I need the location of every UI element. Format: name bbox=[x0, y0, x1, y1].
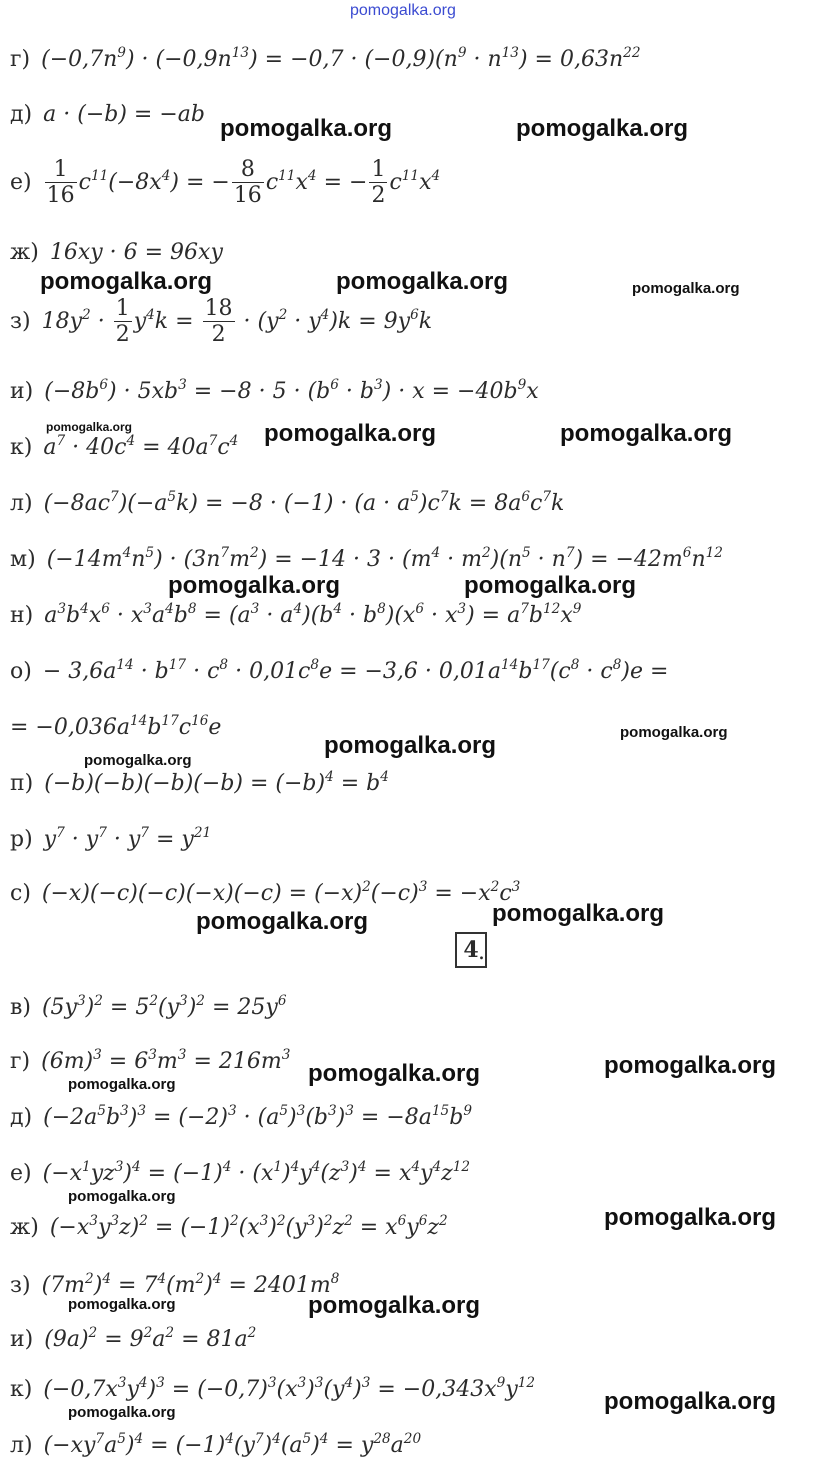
equation-i1: и) $(-8b^6) \cdot 5xb^3 = -8 \cdot 5 \cdot (b^6 \cdot b^3) \cdot x = -40b^9x$ bbox=[10, 377, 539, 405]
watermark: pomogalka.org bbox=[220, 115, 393, 142]
watermark: pomogalka.org bbox=[604, 1388, 777, 1415]
equation-e2: е) $(-x^1yz^3)^4 = (-1)^4 \cdot (x^1)^4y^4(z^3)^4 = x^4y^4z^{12}$ bbox=[10, 1159, 471, 1187]
header-watermark: pomogalka.org bbox=[350, 2, 456, 19]
label-g2: г) bbox=[10, 1049, 31, 1075]
section-number: 4 bbox=[455, 932, 487, 968]
equation-z2: з) $(7m^2)^4 = 7^4(m^2)^4 = 2401m^8$ bbox=[10, 1271, 340, 1299]
equation-d2: д) $(-2a^5b^3)^3 = (-2)^3 \cdot (a^5)^3(b^3)^3 = -8a^{15}b^9$ bbox=[10, 1103, 472, 1131]
watermark: pomogalka.org bbox=[604, 1204, 777, 1231]
label-d1: д) bbox=[10, 102, 33, 127]
label-z2: з) bbox=[10, 1273, 31, 1299]
equation-p1: п) $(-b)(-b)(-b)(-b) = (-b)^4 = b^4$ bbox=[10, 769, 389, 797]
label-s1: с) bbox=[10, 881, 31, 907]
equation-r1: р) $y^7 \cdot y^7 \cdot y^7 = y^{21}$ bbox=[10, 825, 212, 853]
label-v2: в) bbox=[10, 995, 31, 1021]
watermark: pomogalka.org bbox=[84, 752, 192, 769]
watermark: pomogalka.org bbox=[516, 115, 689, 142]
watermark: pomogalka.org bbox=[464, 572, 637, 599]
label-d2: д) bbox=[10, 1105, 33, 1131]
label-i2: и) bbox=[10, 1327, 34, 1353]
section-dot: . bbox=[478, 940, 485, 965]
equation-l1: л) $(-8ac^7)(-a^5k) = -8 \cdot (-1) \cdot (a \cdot a^5)c^7k = 8a^6c^7k$ bbox=[10, 489, 565, 517]
watermark: pomogalka.org bbox=[68, 1296, 176, 1313]
watermark: pomogalka.org bbox=[620, 724, 728, 741]
equation-n1: н) $a^3b^4x^6 \cdot x^3a^4b^8 = (a^3 \cdot a^4)(b^4 \cdot b^8)(x^6 \cdot x^3) = a^7b^{12}x^9$ bbox=[10, 601, 582, 629]
label-zh2: ж) bbox=[10, 1215, 39, 1241]
label-i1: и) bbox=[10, 379, 34, 405]
watermark: pomogalka.org bbox=[492, 900, 665, 927]
equation-d1: д) a · (−b) = −ab bbox=[10, 102, 205, 127]
equation-s1: с) $(-x)(-c)(-c)(-x)(-c) = (-x)^2(-c)^3 = -x^2c^3$ bbox=[10, 879, 521, 907]
watermark: pomogalka.org bbox=[46, 420, 133, 434]
label-l2: л) bbox=[10, 1433, 33, 1459]
equation-zh2: ж) $(-x^3y^3z)^2 = (-1)^2(x^3)^2(y^3)^2z^2 = x^6y^6z^2$ bbox=[10, 1213, 448, 1241]
equation-zh1: ж) 16xy · 6 = 96xy bbox=[10, 240, 223, 265]
label-m1: м) bbox=[10, 547, 36, 573]
label-z1: з) bbox=[10, 308, 31, 334]
label-e1: е) bbox=[10, 169, 32, 195]
watermark: pomogalka.org bbox=[308, 1292, 481, 1319]
equation-v2: в) $(5y^3)^2 = 5^2(y^3)^2 = 25y^6$ bbox=[10, 993, 287, 1021]
equation-o1-cont: = $-0,036a^{14}b^{17}c^{16}e$ bbox=[10, 713, 222, 741]
equation-i2: и) $(9a)^2 = 9^2a^2 = 81a^2$ bbox=[10, 1325, 257, 1353]
label-e2: е) bbox=[10, 1161, 32, 1187]
label-o1: о) bbox=[10, 659, 32, 685]
equation-g1: г) $(-0,7n^9) \cdot (-0,9n^{13}) = -0,7 \cdot (-0,9)(n^9 \cdot n^{13}) = 0,63n^{22}$ bbox=[10, 45, 641, 73]
label-l1: л) bbox=[10, 491, 33, 517]
watermark: pomogalka.org bbox=[604, 1052, 777, 1079]
equation-o1: $о) - 3,6a^{14} \cdot b^{17} \cdot c^8 \cdot 0,01c^8e = -3,6 \cdot 0,01a^{14}b^{17}(c^8 \cdot c^8)e$ = bbox=[10, 657, 669, 685]
label-g1: г) bbox=[10, 47, 31, 73]
label-k2: к) bbox=[10, 1377, 33, 1403]
watermark: pomogalka.org bbox=[324, 732, 497, 759]
equation-e1: е) $\frac{1}{16}$ $c^{11}(-8x^4)$ = − $\frac{8}{16}$ $c^{11}x^4$ = − $\frac{1}{2}$ $c^{11}x^4$ bbox=[10, 157, 441, 209]
watermark: pomogalka.org bbox=[40, 268, 213, 295]
label-r1: р) bbox=[10, 827, 33, 853]
label-p1: п) bbox=[10, 771, 34, 797]
watermark: pomogalka.org bbox=[68, 1404, 176, 1421]
watermark: pomogalka.org bbox=[632, 280, 740, 297]
equation-k1: к) $a^7 \cdot 40c^4 = 40a^7c^4$ bbox=[10, 433, 239, 461]
watermark: pomogalka.org bbox=[196, 908, 369, 935]
watermark: pomogalka.org bbox=[68, 1188, 176, 1205]
label-zh1: ж) bbox=[10, 240, 39, 265]
watermark: pomogalka.org bbox=[264, 420, 437, 447]
equation-g2: г) $(6m)^3 = 6^3m^3 = 216m^3$ bbox=[10, 1047, 291, 1075]
watermark: pomogalka.org bbox=[168, 572, 341, 599]
watermark: pomogalka.org bbox=[308, 1060, 481, 1087]
equation-k2: к) $(-0,7x^3y^4)^3 = (-0,7)^3(x^3)^3(y^4)^3 = -0,343x^9y^{12}$ bbox=[10, 1375, 536, 1403]
equation-z1: з) $18y^2$ · $\frac{1}{2}$ $y^4k$ = $\frac{18}{2}$ · $(y^2 \cdot y^4)k = 9y^6k$ bbox=[10, 296, 433, 348]
equation-m1: м) $(-14m^4n^5) \cdot (3n^7m^2) = -14 \cdot 3 \cdot (m^4 \cdot m^2)(n^5 \cdot n^7) = -42m^6n^{12}$ bbox=[10, 545, 723, 573]
watermark: pomogalka.org bbox=[68, 1076, 176, 1093]
equation-l2: л) $(-xy^7a^5)^4 = (-1)^4(y^7)^4(a^5)^4 = y^{28}a^{20}$ bbox=[10, 1431, 422, 1459]
watermark: pomogalka.org bbox=[560, 420, 733, 447]
label-n1: н) bbox=[10, 603, 34, 629]
label-k1: к) bbox=[10, 435, 33, 461]
watermark: pomogalka.org bbox=[336, 268, 509, 295]
